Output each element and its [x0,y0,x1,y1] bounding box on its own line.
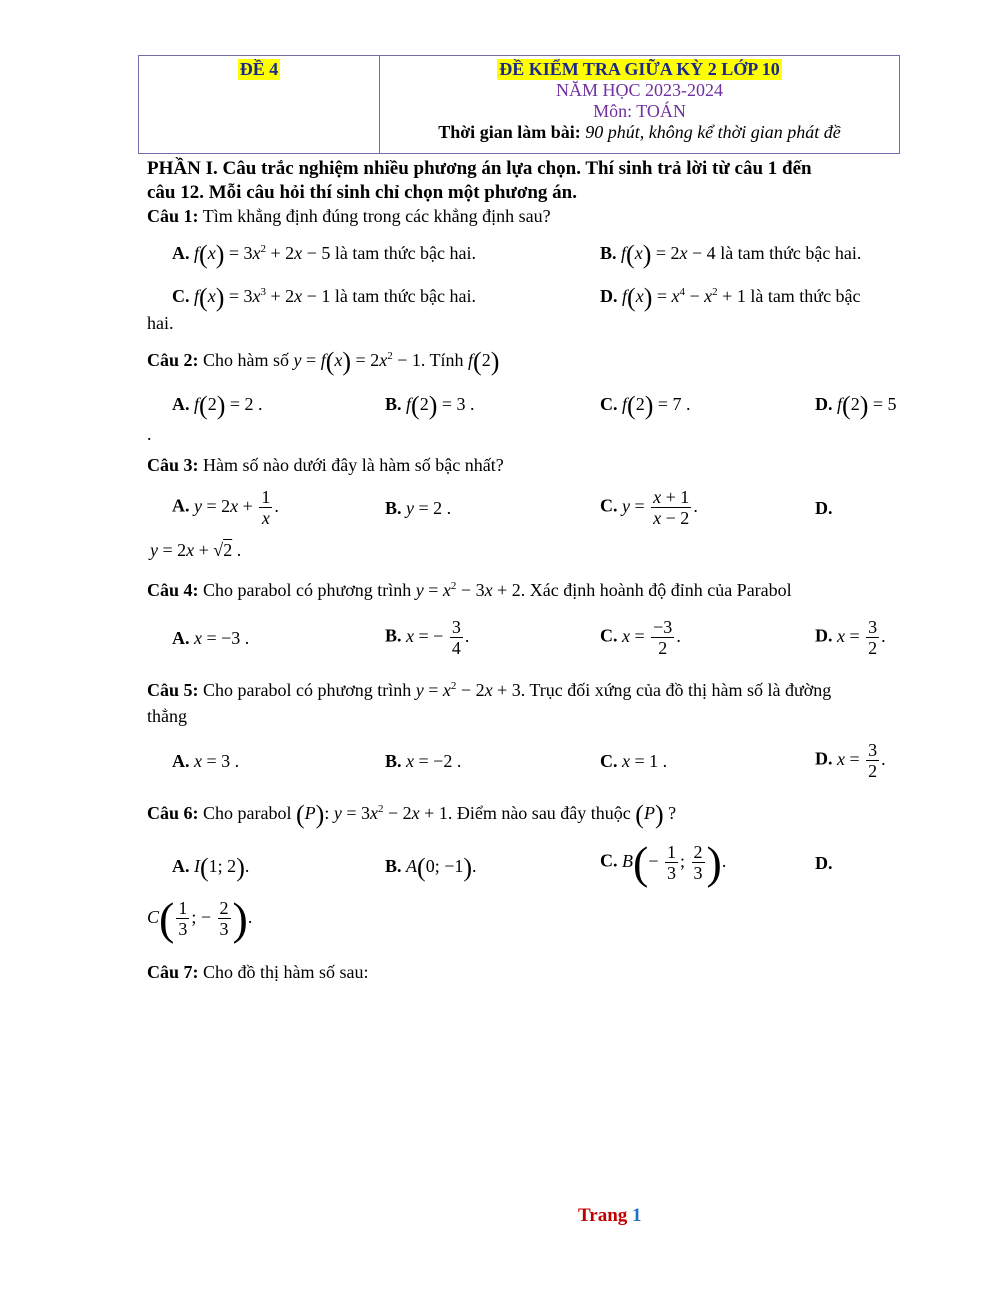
q1-c-text: là tam thức bậc hai. [334,286,477,307]
option-c-label: C. [600,625,618,646]
school-year: NĂM HỌC 2023-2024 [555,80,723,100]
q5-label: Câu 5: [147,680,199,700]
header-right-cell [380,56,900,154]
option-a-label: A. [172,243,190,264]
option-b-label: B. [385,856,402,877]
q6-text: Cho parabol [203,803,292,824]
option-c-label: C. [600,850,618,871]
q7-stem [147,962,369,983]
q3-option-a: A. y = 2x + $\frac{1}{x}$ . [172,487,279,528]
subject: Môn: TOÁN [593,101,686,121]
q5-option-d: D. x = $\frac{3}{2}$ . [815,740,886,781]
q5-option-b: B. x = −2 . [385,751,462,771]
q1-d-text: là tam thức bậc [750,286,861,307]
q2-text2: . Tính [420,350,464,371]
q5-wrap: thẳng [147,706,187,726]
q5-stem: Câu 5: Cho parabol có phương trình $y = x^2 - 2x + 3$. Trục đối xứng của đồ thị hàm số là đường [147,680,832,700]
page-footer [578,1205,642,1227]
q5-option-c: C. x = 1 . [600,751,668,771]
option-d-label: D. [815,394,833,415]
q1-d-wrap: hai. [147,313,174,333]
q3-label: Câu 3: [147,455,199,475]
q7-label: Câu 7: [147,962,199,982]
q6-text2: . Điểm nào sau đây thuộc [447,803,631,824]
option-d-label: D. [600,286,618,307]
q4-label: Câu 4: [147,580,199,600]
q6-option-c: C. B(− $\frac{1}{3}$ ; $\frac{2}{3}$ ). [600,836,727,888]
q1-option-d [600,283,861,313]
q4-stem: Câu 4: Cho parabol có phương trình $y = x^2 - 3x + 2$. Xác định hoành độ đỉnh của Parabol [147,580,792,600]
q1-b-text: là tam thức bậc hai. [720,243,862,264]
q6-text3: ? [668,803,677,824]
q4-option-d: D. x = $\frac{3}{2}$ . [815,617,886,658]
q2-option-c: C. f(2) = 7 . [600,391,691,420]
option-a-label: A. [172,856,190,877]
q5-option-a: A. x = 3 . [172,751,240,771]
q1-text: Tìm khẳng định đúng trong các khẳng định sau? [202,206,551,226]
option-b-label: B. [600,243,617,264]
part1-heading-line1: PHẦN I. Câu trắc nghiệm nhiều phương án lựa chọn. Thí sinh trả lời từ câu 1 đến [147,158,812,179]
q4-option-a: A. x = −3 . [172,628,250,648]
option-b-label: B. [385,751,402,771]
q6-option-d [815,853,833,874]
q1-a-text: là tam thức bậc hai. [334,243,477,264]
q1-b-formula: f(x) = 2x − 4 [621,240,716,269]
option-d-label: D. [815,498,833,518]
exam-header-table [138,55,900,154]
footer-word: Trang [578,1205,628,1226]
q1-a-formula: $f(x) = 3x^2 + 2x - 5$ [194,240,331,269]
q1-option-c [172,283,476,313]
q1-stem [147,206,551,227]
q4-text: Cho parabol có phương trình [203,580,412,600]
q2-option-b: B. f(2) = 3 . [385,391,475,420]
q3-option-d-formula: y = 2x + √2 . [150,540,242,560]
time-line [380,122,899,143]
q3-text: Hàm số nào dưới đây là hàm số bậc nhất? [203,455,504,475]
option-c-label: C. [172,286,190,307]
time-value: 90 phút, không kể thời gian phát đề [585,122,841,142]
exam-number-label: ĐỀ 4 [239,59,279,79]
q3-stem [147,455,504,476]
q2-formula: $y = f(x) = 2x^2 - 1$ [293,347,421,376]
q2-text: Cho hàm số [203,350,290,371]
option-b-label: B. [385,394,402,415]
q4-option-c: C. x = $\frac{-3}{2}$ . [600,617,681,658]
q2-option-d: D. f(2) = 5 [815,391,897,420]
option-b-label: B. [385,625,402,646]
q1-option-a [172,240,476,270]
footer-page-number: 1 [632,1205,642,1226]
q6-option-a: A. I(1; 2). [172,853,250,882]
q7-text: Cho đồ thị hàm số sau: [203,962,369,982]
option-c-label: C. [600,751,618,771]
q1-option-b [600,240,861,270]
q6-option-d-formula: C( $\frac{1}{3}$ ; − $\frac{2}{3}$ ). [147,892,253,944]
option-c-label: C. [600,394,618,415]
q2-trailing-dot: . [147,424,152,444]
q6-option-b: B. A(0; −1). [385,853,477,882]
option-d-label: D. [815,625,833,646]
option-c-label: C. [600,495,618,516]
option-a-label: A. [172,495,190,516]
q3-option-d [815,498,833,519]
part1-heading-line2: câu 12. Mỗi câu hỏi thí sinh chỉ chọn một phương án. [147,182,577,203]
time-label: Thời gian làm bài: [438,122,581,142]
q6-label: Câu 6: [147,803,199,824]
q5-text: Cho parabol có phương trình [203,680,412,700]
option-a-label: A. [172,751,190,771]
q4-option-b: B. x = − $\frac{3}{4}$ . [385,617,470,658]
q4-text2: . Xác định hoành độ đỉnh của Parabol [520,580,792,600]
option-d-label: D. [815,853,833,873]
option-d-label: D. [815,748,833,769]
q5-text2: . Trục đối xứng của đồ thị hàm số là đường [520,680,832,700]
q1-c-formula: $f(x) = 3x^3 + 2x - 1$ [194,283,331,312]
q2-formula2: f(2) [468,347,500,376]
q2-label: Câu 2: [147,350,199,371]
option-a-label: A. [172,628,190,648]
option-a-label: A. [172,394,190,415]
q2-option-a: A. f(2) = 2 . [172,391,263,420]
header-left-cell [139,56,380,154]
q3-option-b: B. y = 2 . [385,498,452,518]
q1-d-formula: $f(x) = x^4 - x^2 + 1$ [622,283,746,312]
q6-stem: Câu 6: Cho parabol (P): $y = 3x^2 - 2x + 1$. Điểm nào sau đây thuộc (P) ? [147,800,677,829]
exam-title: ĐỀ KIỂM TRA GIỮA KỲ 2 LỚP 10 [499,59,780,79]
q1-label: Câu 1: [147,206,199,226]
q3-option-c: C. y = $\frac{x + 1}{x - 2}$ . [600,487,698,528]
q2-stem [147,347,499,377]
option-b-label: B. [385,498,402,518]
